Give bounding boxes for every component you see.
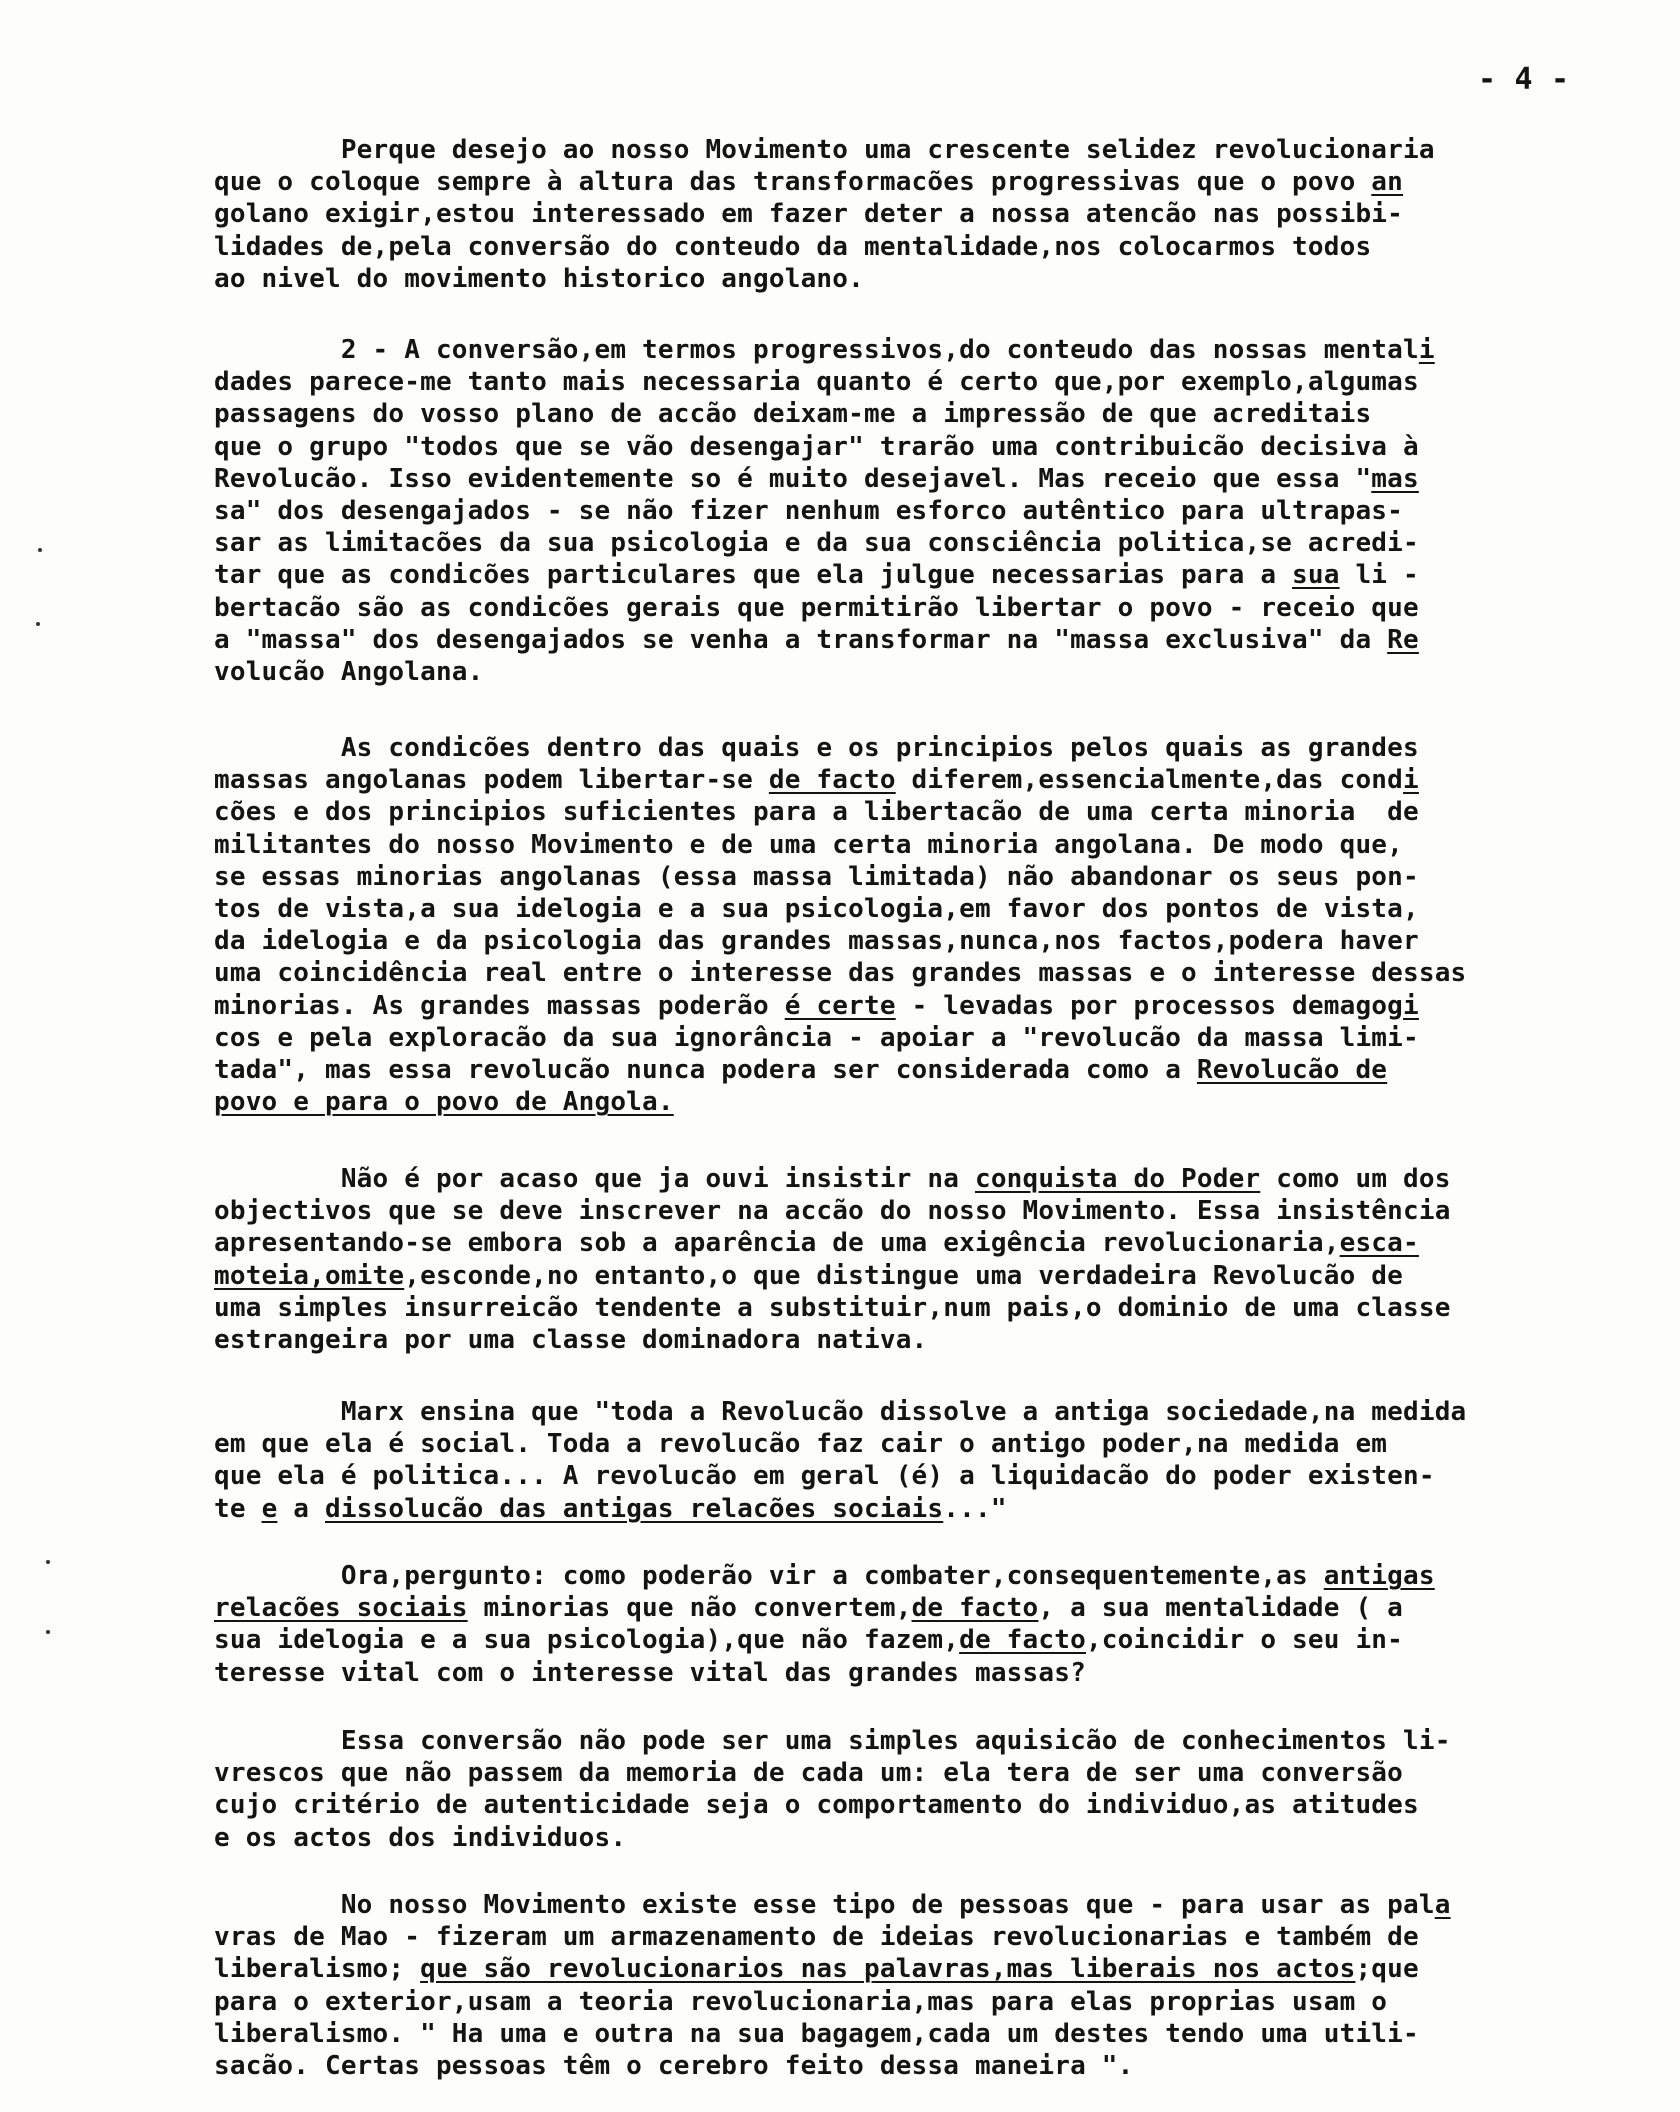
underlined-text: i xyxy=(1403,765,1419,796)
margin-mark xyxy=(36,622,40,626)
text-line xyxy=(214,1986,1634,2018)
text-line xyxy=(214,1460,1634,1492)
underlined-text: Re xyxy=(1387,624,1419,655)
underlined-text: mas xyxy=(1371,463,1419,494)
text-line xyxy=(214,1227,1634,1259)
text-line xyxy=(214,1822,1634,1854)
text-line xyxy=(214,1624,1634,1656)
page-number: - 4 - xyxy=(1478,62,1570,97)
text-segment: golano exigir,estou interessado em fazer deter a nossa atencão nas possibi- xyxy=(214,199,1403,230)
text-segment: ,coincidir o seu in- xyxy=(1085,1625,1404,1656)
margin-mark xyxy=(46,1630,50,1634)
text-line xyxy=(214,559,1634,591)
text-segment: Marx ensina que "toda a Revolucão dissolve a antiga sociedade,na medida xyxy=(214,1397,1467,1427)
text-line xyxy=(214,463,1634,495)
text-line xyxy=(214,398,1634,430)
text-segment: Não é por acaso que ja ouvi insistir na xyxy=(214,1164,975,1194)
text-segment: uma coincidência real entre o interesse das grandes massas e o interesse dessas xyxy=(214,958,1467,989)
text-segment: ..." xyxy=(943,1493,1007,1524)
text-segment: liberalismo; xyxy=(214,1954,421,1985)
text-line xyxy=(214,957,1634,989)
underlined-text: conquista do Poder xyxy=(974,1164,1261,1194)
text-line xyxy=(214,861,1634,893)
text-segment: 2 - A conversão,em termos progressivos,do conteudo das nossas mental xyxy=(214,335,1419,365)
text-line xyxy=(214,1324,1634,1356)
underlined-text: que são revolucionarios nas palavras,mas liberais nos actos xyxy=(420,1954,1356,1985)
text-segment: ao nivel do movimento historico angolano. xyxy=(214,263,864,294)
text-line xyxy=(214,1022,1634,1054)
underlined-text: an xyxy=(1371,167,1404,198)
text-line xyxy=(214,1428,1634,1460)
text-segment: que o coloque sempre à altura das transformacões progressivas que o povo xyxy=(214,167,1372,198)
text-segment: que o grupo "todos que se vão desengajar" trarão uma contribuicão decisiva à xyxy=(214,431,1419,462)
text-segment: liberalismo. " Ha uma e outra na sua bagagem,cada um destes tendo uma utili- xyxy=(214,2018,1419,2049)
text-segment: a "massa" dos desengajados se venha a transformar na "massa exclusiva" da xyxy=(214,624,1388,655)
text-segment: , a sua mentalidade ( a xyxy=(1038,1593,1404,1624)
underlined-text: Revolucão de xyxy=(1196,1055,1388,1086)
text-line xyxy=(214,1921,1634,1953)
text-line xyxy=(214,1889,1634,1921)
text-segment: sa" dos desengajados - se não fizer nenhum esforco autêntico para ultrapas- xyxy=(214,496,1403,527)
text-segment: dades parece-me tanto mais necessaria quanto é certo que,por exemplo,algumas xyxy=(214,367,1419,398)
text-segment: sacão. Certas pessoas têm o cerebro feito dessa maneira ". xyxy=(214,2051,1134,2082)
text-segment: cões e dos principios suficientes para a libertacão de uma certa minoria de xyxy=(214,797,1419,828)
text-line xyxy=(214,990,1634,1022)
text-line xyxy=(214,198,1634,230)
text-segment: em que ela é social. Toda a revolucão faz cair o antigo poder,na medida em xyxy=(214,1429,1388,1460)
text-line xyxy=(214,1725,1634,1757)
text-line xyxy=(214,495,1634,527)
text-segment: diferem,essencialmente,das cond xyxy=(895,765,1404,796)
paragraph-3 xyxy=(214,732,1634,1118)
text-line xyxy=(214,1260,1634,1292)
margin-mark xyxy=(38,548,42,552)
text-line xyxy=(214,624,1634,656)
text-segment: se essas minorias angolanas (essa massa limitada) não abandonar os seus pon- xyxy=(214,861,1419,892)
text-segment: objectivos que se deve inscrever na accão do nosso Movimento. Essa insistência xyxy=(214,1196,1451,1227)
text-segment: Essa conversão não pode ser uma simples aquisicão de conhecimentos li- xyxy=(214,1726,1451,1756)
text-segment: te xyxy=(214,1493,262,1524)
underlined-text: povo e para o povo de Angola. xyxy=(214,1087,674,1118)
text-segment: vrescos que não passem da memoria de cada um: ela tera de ser uma conversão xyxy=(214,1758,1403,1789)
text-line xyxy=(214,1560,1634,1592)
text-segment: - levadas por processos demagog xyxy=(895,990,1404,1021)
paragraph-2 xyxy=(214,334,1634,688)
paragraph-4 xyxy=(214,1163,1634,1356)
text-line xyxy=(214,764,1634,796)
text-segment: tar que as condicões particulares que ela julgue necessarias para a xyxy=(214,560,1293,591)
text-segment: sua idelogia e a sua psicologia),que não fazem, xyxy=(214,1625,960,1656)
paragraph-8 xyxy=(214,1889,1634,2082)
margin-mark xyxy=(46,1560,50,1564)
text-segment: lidades de,pela conversão do conteudo da mentalidade,nos colocarmos todos xyxy=(214,231,1372,262)
text-segment: a xyxy=(277,1493,325,1524)
text-segment: uma simples insurreicão tendente a substituir,num pais,o dominio de uma classe xyxy=(214,1292,1451,1323)
text-segment: estrangeira por uma classe dominadora nativa. xyxy=(214,1325,928,1356)
paragraph-6 xyxy=(214,1560,1634,1689)
text-segment: cujo critério de autenticidade seja o comportamento do individuo,as atitudes xyxy=(214,1790,1419,1821)
text-segment: como um dos xyxy=(1260,1164,1451,1194)
text-segment: Ora,pergunto: como poderão vir a combater,consequentemente,as xyxy=(214,1561,1324,1591)
text-line xyxy=(214,656,1634,688)
text-line xyxy=(214,1195,1634,1227)
text-line xyxy=(214,1493,1634,1525)
text-segment: ;que xyxy=(1355,1954,1419,1985)
text-segment: vras de Mao - fizeram um armazenamento de ideias revolucionarias e também de xyxy=(214,1922,1419,1953)
text-segment: apresentando-se embora sob a aparência de uma exigência revolucionaria, xyxy=(214,1228,1340,1259)
text-segment: e os actos dos individuos. xyxy=(214,1822,627,1853)
text-line xyxy=(214,1163,1634,1195)
text-segment: li - xyxy=(1339,560,1419,591)
text-line xyxy=(214,1953,1634,1985)
underlined-text: é certe xyxy=(784,990,896,1021)
text-segment: teresse vital com o interesse vital das grandes massas? xyxy=(214,1657,1086,1688)
text-line xyxy=(214,2018,1634,2050)
text-segment: passagens do vosso plano de accão deixam-me a impressão de que acreditais xyxy=(214,399,1372,430)
underlined-text: a xyxy=(1434,1890,1451,1920)
text-segment: militantes do nosso Movimento e de uma certa minoria angolana. De modo que, xyxy=(214,829,1403,860)
paragraph-5 xyxy=(214,1396,1634,1525)
text-line xyxy=(214,1657,1634,1689)
text-segment: Revolucão. Isso evidentemente so é muito desejavel. Mas receio que essa " xyxy=(214,463,1372,494)
text-line xyxy=(214,1789,1634,1821)
underlined-text: de facto xyxy=(959,1625,1086,1656)
underlined-text: de facto xyxy=(768,765,896,796)
text-line xyxy=(214,829,1634,861)
underlined-text: i xyxy=(1403,990,1419,1021)
text-segment: para o exterior,usam a teoria revolucionaria,mas para elas proprias usam o xyxy=(214,1986,1388,2017)
text-segment: tada", mas essa revolucão nunca podera ser considerada como a xyxy=(214,1055,1197,1086)
text-segment: ,esconde,no entanto,o que distingue uma verdadeira Revolucão de xyxy=(404,1260,1404,1291)
underlined-text: esca- xyxy=(1339,1228,1419,1259)
text-segment: volucão Angolana. xyxy=(214,657,484,688)
text-line xyxy=(214,1292,1634,1324)
text-line xyxy=(214,1396,1634,1428)
text-line xyxy=(214,166,1634,198)
text-line xyxy=(214,334,1634,366)
paragraph-1 xyxy=(214,134,1634,295)
text-segment: As condicões dentro das quais e os principios pelos quais as grandes xyxy=(214,733,1419,763)
underlined-text: i xyxy=(1418,335,1435,365)
underlined-text: relacões sociais xyxy=(214,1593,468,1624)
underlined-text: dissolucão das antigas relacões sociais xyxy=(324,1493,944,1524)
underlined-text: e xyxy=(261,1493,278,1524)
text-segment: minorias. As grandes massas poderão xyxy=(214,990,785,1021)
text-line xyxy=(214,1592,1634,1624)
text-segment: tos de vista,a sua idelogia e a sua psicologia,em favor dos pontos de vista, xyxy=(214,894,1419,925)
underlined-text: sua xyxy=(1292,560,1340,591)
text-line xyxy=(214,134,1634,166)
underlined-text: moteia,omite xyxy=(214,1260,405,1291)
text-segment: sar as limitacões da sua psicologia e da sua consciência politica,se acredi- xyxy=(214,528,1419,559)
text-line xyxy=(214,2050,1634,2082)
text-line xyxy=(214,366,1634,398)
text-segment: No nosso Movimento existe esse tipo de pessoas que - para usar as pal xyxy=(214,1890,1435,1920)
text-line xyxy=(214,431,1634,463)
underlined-text: antigas xyxy=(1323,1561,1435,1591)
text-segment: bertacão são as condicões gerais que permitirão libertar o povo - receio que xyxy=(214,592,1419,623)
text-line xyxy=(214,231,1634,263)
underlined-text: de facto xyxy=(911,1593,1039,1624)
text-line xyxy=(214,527,1634,559)
text-segment: minorias que não convertem, xyxy=(467,1593,912,1624)
text-segment: da idelogia e da psicologia das grandes massas,nunca,nos factos,podera haver xyxy=(214,926,1419,957)
text-line xyxy=(214,893,1634,925)
text-line xyxy=(214,1054,1634,1086)
text-line xyxy=(214,925,1634,957)
text-line xyxy=(214,1757,1634,1789)
paragraph-7 xyxy=(214,1725,1634,1854)
text-line xyxy=(214,1086,1634,1118)
text-segment: que ela é politica... A revolucão em geral (é) a liquidacão do poder existen- xyxy=(214,1461,1435,1492)
text-line xyxy=(214,796,1634,828)
text-line xyxy=(214,592,1634,624)
text-line xyxy=(214,732,1634,764)
text-segment: Perque desejo ao nosso Movimento uma crescente selidez revolucionaria xyxy=(214,135,1435,165)
text-line xyxy=(214,263,1634,295)
text-segment: massas angolanas podem libertar-se xyxy=(214,765,769,796)
text-segment: cos e pela exploracão da sua ignorância - apoiar a "revolucão da massa limi- xyxy=(214,1022,1419,1053)
